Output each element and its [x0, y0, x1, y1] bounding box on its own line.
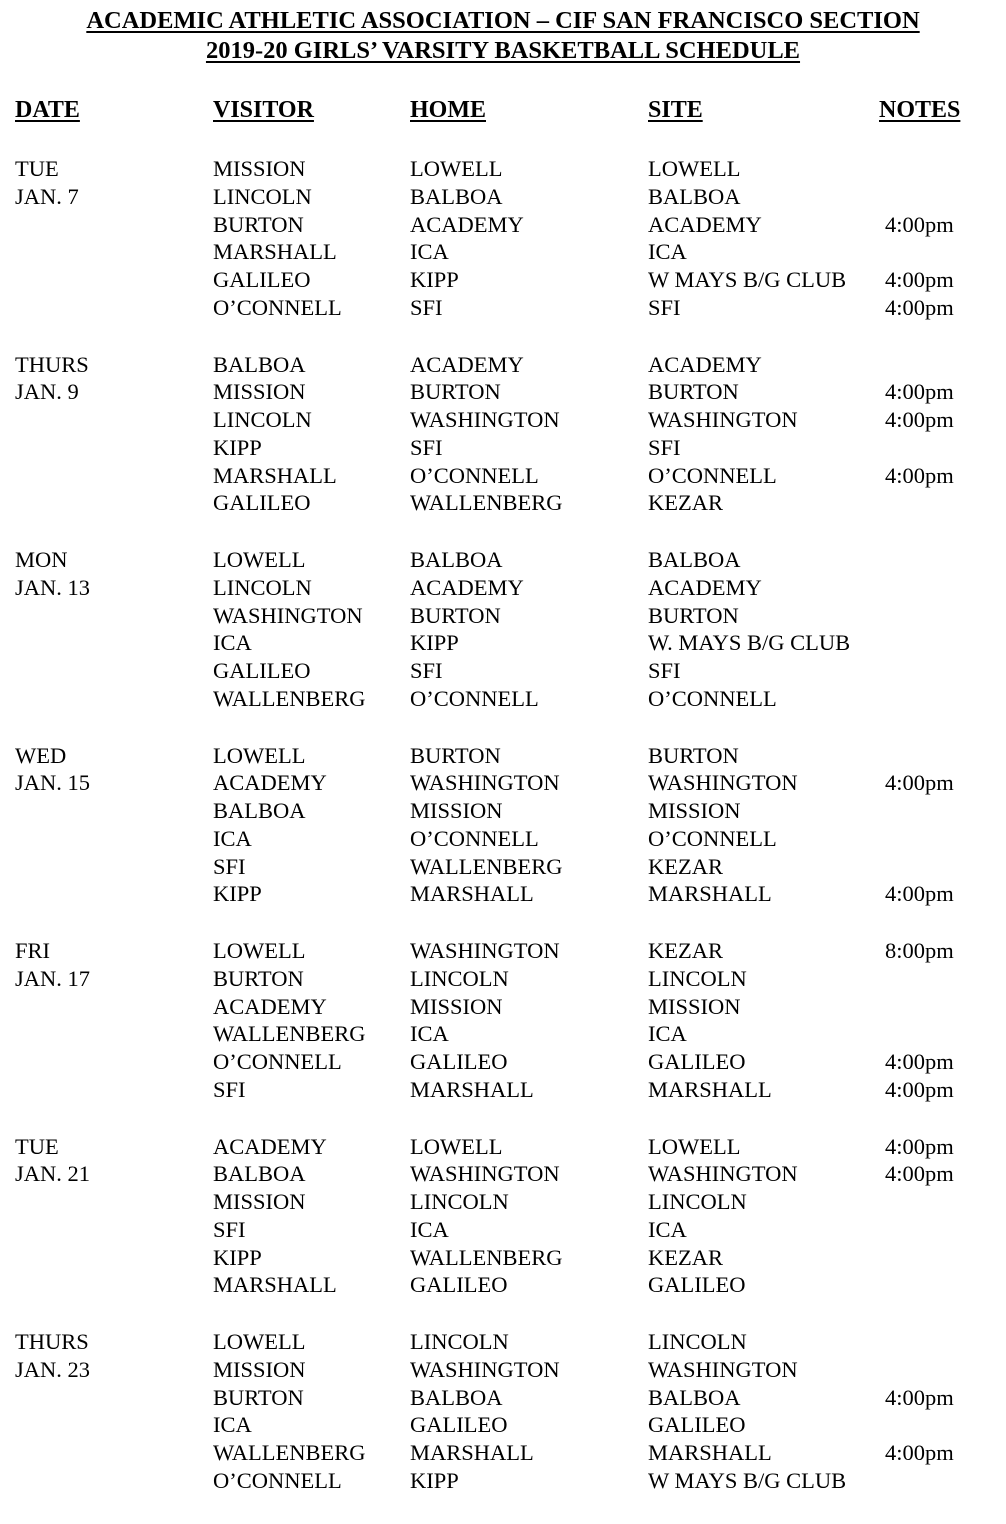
visitor-cell: BURTON	[213, 211, 304, 237]
visitor-cell: ACADEMY	[213, 770, 327, 796]
home-cell: O’CONNELL	[410, 685, 539, 711]
site-cell: LINCOLN	[648, 965, 747, 991]
notes-cell: 8:00pm	[885, 938, 954, 963]
day-label: THURS	[15, 351, 89, 377]
home-cell: BALBOA	[410, 547, 503, 572]
game-row	[0, 993, 1006, 1021]
game-row	[0, 1048, 1006, 1076]
game-row	[0, 769, 1006, 797]
visitor-cell: MISSION	[213, 1356, 306, 1382]
game-row	[0, 853, 1006, 881]
game-row	[0, 378, 1006, 406]
game-row	[0, 1216, 1006, 1244]
notes-cell: 4:00pm	[885, 1076, 954, 1102]
home-cell: O’CONNELL	[410, 825, 539, 851]
game-row	[0, 1133, 1006, 1161]
site-cell: ACADEMY	[648, 574, 762, 600]
game-row	[0, 937, 1006, 965]
visitor-cell: MARSHALL	[213, 1272, 337, 1298]
home-cell: LINCOLN	[410, 965, 509, 991]
notes-cell: 4:00pm	[885, 379, 954, 405]
game-row	[0, 1328, 1006, 1356]
visitor-cell: WASHINGTON	[213, 602, 363, 628]
visitor-cell: LOWELL	[213, 547, 306, 572]
game-row	[0, 1244, 1006, 1272]
game-row	[0, 1356, 1006, 1384]
site-cell: GALILEO	[648, 1412, 746, 1438]
site-cell: SFI	[648, 658, 681, 684]
home-cell: ACADEMY	[410, 574, 524, 600]
home-cell: SFI	[410, 434, 443, 460]
visitor-cell: BALBOA	[213, 1161, 306, 1187]
notes-cell: 4:00pm	[885, 294, 954, 320]
date-label: JAN. 21	[15, 1161, 91, 1187]
home-cell: WASHINGTON	[410, 1356, 560, 1382]
document-title	[0, 6, 1006, 66]
game-row	[0, 742, 1006, 770]
site-cell: BALBOA	[648, 183, 741, 209]
visitor-cell: LOWELL	[213, 938, 306, 963]
day-label: THURS	[15, 1329, 89, 1354]
site-cell: LINCOLN	[648, 1329, 747, 1354]
game-row	[0, 602, 1006, 630]
site-cell: ICA	[648, 239, 687, 265]
header-date: DATE	[15, 97, 80, 123]
day-block	[0, 1328, 1006, 1524]
site-cell: SFI	[648, 434, 681, 460]
visitor-cell: O’CONNELL	[213, 294, 342, 320]
site-cell: W MAYS B/G CLUB	[648, 267, 847, 293]
game-row	[0, 266, 1006, 294]
visitor-cell: LINCOLN	[213, 183, 312, 209]
notes-cell: 4:00pm	[885, 1440, 954, 1466]
visitor-cell: LINCOLN	[213, 407, 312, 433]
game-row	[0, 294, 1006, 322]
visitor-cell: KIPP	[213, 881, 262, 907]
site-cell: KEZAR	[648, 853, 723, 879]
site-cell: MARSHALL	[648, 881, 772, 907]
site-cell: ACADEMY	[648, 351, 762, 377]
site-cell: MARSHALL	[648, 1440, 772, 1466]
game-row	[0, 685, 1006, 713]
visitor-cell: GALILEO	[213, 658, 311, 684]
notes-cell: 4:00pm	[885, 211, 954, 237]
site-cell: LINCOLN	[648, 1189, 747, 1215]
site-cell: BALBOA	[648, 1384, 741, 1410]
visitor-cell: GALILEO	[213, 267, 311, 293]
home-cell: WALLENBERG	[410, 490, 563, 516]
date-label: JAN. 17	[15, 965, 91, 991]
site-cell: KEZAR	[648, 490, 723, 516]
game-row	[0, 155, 1006, 183]
visitor-cell: ICA	[213, 1412, 252, 1438]
home-cell: WASHINGTON	[410, 1161, 560, 1187]
home-cell: MISSION	[410, 798, 503, 824]
notes-cell: 4:00pm	[885, 1384, 954, 1410]
home-cell: MARSHALL	[410, 881, 534, 907]
notes-cell: 4:00pm	[885, 1161, 954, 1187]
visitor-cell: BURTON	[213, 1384, 304, 1410]
visitor-cell: MARSHALL	[213, 462, 337, 488]
site-cell: ICA	[648, 1021, 687, 1047]
home-cell: ACADEMY	[410, 211, 524, 237]
home-cell: MISSION	[410, 993, 503, 1019]
game-row	[0, 1160, 1006, 1188]
game-row	[0, 1188, 1006, 1216]
game-row	[0, 880, 1006, 908]
game-row	[0, 965, 1006, 993]
game-row	[0, 183, 1006, 211]
home-cell: BURTON	[410, 379, 501, 405]
game-row	[0, 797, 1006, 825]
site-cell: W MAYS B/G CLUB	[648, 1467, 847, 1493]
home-cell: ACADEMY	[410, 351, 524, 377]
notes-cell: 4:00pm	[885, 1049, 954, 1075]
game-row	[0, 1467, 1006, 1495]
home-cell: KIPP	[410, 267, 459, 293]
visitor-cell: LOWELL	[213, 742, 306, 768]
home-cell: LOWELL	[410, 1133, 503, 1159]
date-label: JAN. 7	[15, 183, 79, 209]
header-home: HOME	[410, 97, 486, 123]
day-block	[0, 937, 1006, 1133]
game-row	[0, 351, 1006, 379]
home-cell: MARSHALL	[410, 1440, 534, 1466]
notes-cell: 4:00pm	[885, 462, 954, 488]
visitor-cell: LINCOLN	[213, 574, 312, 600]
game-row	[0, 462, 1006, 490]
home-cell: BALBOA	[410, 183, 503, 209]
site-cell: W. MAYS B/G CLUB	[648, 630, 851, 656]
visitor-cell: MISSION	[213, 1189, 306, 1215]
visitor-cell: BURTON	[213, 965, 304, 991]
visitor-cell: WALLENBERG	[213, 1440, 366, 1466]
visitor-cell: BALBOA	[213, 798, 306, 824]
site-cell: KEZAR	[648, 938, 723, 963]
visitor-cell: O’CONNELL	[213, 1467, 342, 1493]
visitor-cell: ACADEMY	[213, 993, 327, 1019]
site-cell: O’CONNELL	[648, 462, 777, 488]
game-row	[0, 406, 1006, 434]
site-cell: MISSION	[648, 798, 741, 824]
home-cell: SFI	[410, 294, 443, 320]
home-cell: BURTON	[410, 602, 501, 628]
game-row	[0, 238, 1006, 266]
visitor-cell: MARSHALL	[213, 239, 337, 265]
home-cell: BALBOA	[410, 1384, 503, 1410]
home-cell: GALILEO	[410, 1049, 508, 1075]
game-row	[0, 546, 1006, 574]
date-label: JAN. 15	[15, 770, 91, 796]
visitor-cell: ACADEMY	[213, 1133, 327, 1159]
site-cell: BALBOA	[648, 547, 741, 572]
home-cell: LOWELL	[410, 156, 503, 181]
schedule-table	[0, 155, 1006, 1524]
game-row	[0, 434, 1006, 462]
day-block	[0, 1133, 1006, 1329]
home-cell: WASHINGTON	[410, 407, 560, 433]
game-row	[0, 1020, 1006, 1048]
site-cell: BURTON	[648, 379, 739, 405]
day-label: TUE	[15, 156, 59, 181]
game-row	[0, 1076, 1006, 1104]
game-row	[0, 1411, 1006, 1439]
home-cell: GALILEO	[410, 1412, 508, 1438]
day-block	[0, 742, 1006, 938]
visitor-cell: GALILEO	[213, 490, 311, 516]
site-cell: ICA	[648, 1216, 687, 1242]
day-block	[0, 155, 1006, 351]
visitor-cell: SFI	[213, 853, 246, 879]
notes-cell: 4:00pm	[885, 770, 954, 796]
site-cell: SFI	[648, 294, 681, 320]
site-cell: GALILEO	[648, 1272, 746, 1298]
visitor-cell: O’CONNELL	[213, 1049, 342, 1075]
title-line-2: 2019-20 GIRLS’ VARSITY BASKETBALL SCHEDULE	[205, 37, 801, 64]
game-row	[0, 211, 1006, 239]
visitor-cell: WALLENBERG	[213, 685, 366, 711]
date-label: JAN. 13	[15, 574, 91, 600]
title-line-1: ACADEMIC ATHLETIC ASSOCIATION – CIF SAN FRANCISCO SECTION	[86, 7, 920, 34]
header-visitor: VISITOR	[213, 97, 314, 123]
site-cell: WASHINGTON	[648, 1356, 798, 1382]
site-cell: GALILEO	[648, 1049, 746, 1075]
game-row	[0, 1439, 1006, 1467]
visitor-cell: MISSION	[213, 379, 306, 405]
home-cell: WALLENBERG	[410, 1244, 563, 1270]
day-block	[0, 351, 1006, 547]
site-cell: LOWELL	[648, 156, 741, 181]
site-cell: O’CONNELL	[648, 825, 777, 851]
notes-cell: 4:00pm	[885, 267, 954, 293]
home-cell: MARSHALL	[410, 1076, 534, 1102]
game-row	[0, 629, 1006, 657]
home-cell: ICA	[410, 239, 449, 265]
visitor-cell: BALBOA	[213, 351, 306, 377]
home-cell: WASHINGTON	[410, 938, 560, 963]
site-cell: WASHINGTON	[648, 770, 798, 796]
visitor-cell: ICA	[213, 630, 252, 656]
site-cell: WASHINGTON	[648, 1161, 798, 1187]
game-row	[0, 657, 1006, 685]
notes-cell: 4:00pm	[885, 881, 954, 907]
header-notes: NOTES	[879, 97, 961, 123]
home-cell: SFI	[410, 658, 443, 684]
site-cell: LOWELL	[648, 1133, 741, 1159]
day-label: MON	[15, 547, 68, 572]
date-label: JAN. 9	[15, 379, 79, 405]
home-cell: KIPP	[410, 1467, 459, 1493]
site-cell: ACADEMY	[648, 211, 762, 237]
site-cell: MISSION	[648, 993, 741, 1019]
game-row	[0, 574, 1006, 602]
notes-cell: 4:00pm	[885, 407, 954, 433]
visitor-cell: SFI	[213, 1216, 246, 1242]
visitor-cell: MISSION	[213, 156, 306, 181]
game-row	[0, 825, 1006, 853]
home-cell: ICA	[410, 1216, 449, 1242]
visitor-cell: ICA	[213, 825, 252, 851]
visitor-cell: KIPP	[213, 1244, 262, 1270]
site-cell: KEZAR	[648, 1244, 723, 1270]
site-cell: O’CONNELL	[648, 685, 777, 711]
site-cell: WASHINGTON	[648, 407, 798, 433]
site-cell: BURTON	[648, 602, 739, 628]
home-cell: O’CONNELL	[410, 462, 539, 488]
day-block	[0, 546, 1006, 742]
date-label: JAN. 23	[15, 1356, 91, 1382]
site-cell: MARSHALL	[648, 1076, 772, 1102]
column-headers	[0, 97, 1006, 127]
game-row	[0, 489, 1006, 517]
day-label: WED	[15, 742, 67, 768]
home-cell: WALLENBERG	[410, 853, 563, 879]
day-label: TUE	[15, 1133, 59, 1159]
home-cell: LINCOLN	[410, 1189, 509, 1215]
visitor-cell: SFI	[213, 1076, 246, 1102]
home-cell: GALILEO	[410, 1272, 508, 1298]
home-cell: ICA	[410, 1021, 449, 1047]
home-cell: BURTON	[410, 742, 501, 768]
home-cell: LINCOLN	[410, 1329, 509, 1354]
game-row	[0, 1384, 1006, 1412]
visitor-cell: WALLENBERG	[213, 1021, 366, 1047]
home-cell: WASHINGTON	[410, 770, 560, 796]
home-cell: KIPP	[410, 630, 459, 656]
visitor-cell: KIPP	[213, 434, 262, 460]
day-label: FRI	[15, 938, 51, 963]
visitor-cell: LOWELL	[213, 1329, 306, 1354]
notes-cell: 4:00pm	[885, 1133, 954, 1159]
game-row	[0, 1271, 1006, 1299]
header-site: SITE	[648, 97, 703, 123]
site-cell: BURTON	[648, 742, 739, 768]
